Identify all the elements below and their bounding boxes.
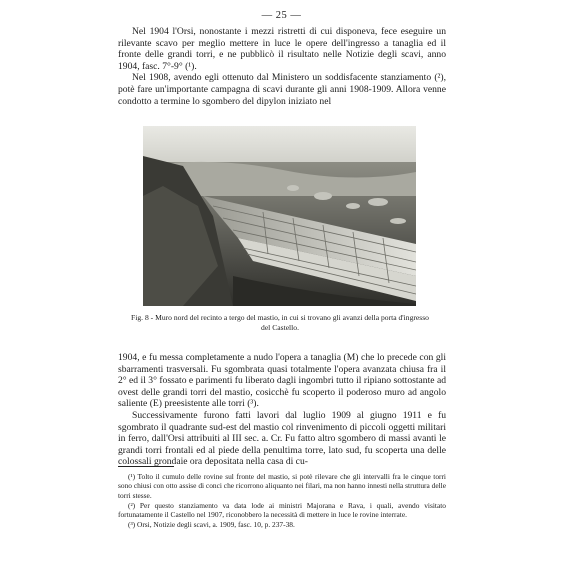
footnote: (²) Per questo stanziamento va data lode ai ministri Majorana e Rava, i quali, avendo visitato fortunatamente il Castello nel 1907, riconobbero la necessità di mettere in luce le rovine interrate. — [118, 500, 446, 520]
figure-caption: Fig. 8 - Muro nord del recinto a tergo del mastio, in cui si trovano gli avanzi della porta d'ingresso del Castello. — [131, 313, 429, 332]
footnotes — [118, 472, 446, 531]
footnote: (³) Orsi, Notizie degli scavi, a. 1909, fasc. 10, p. 237-38. — [128, 520, 295, 530]
paragraph: Nel 1908, avendo egli ottenuto dal Ministero un soddisfacente stanziamento (²), potè fare un'importante campagna di scavi durante gli anni 1908-1909. Allora venne condotto a termine lo sgombero del dipylon iniziato nel — [118, 72, 446, 107]
footnote: (¹) Tolto il cumulo delle rovine sul fronte del mastio, si potè rilevare che gli intervalli fra le cinque torri sono chiusi con otto assise di conci che ricorrono aliquanto nei filari, ma non hanno innesti nella struttura delle torri stesse. — [118, 472, 446, 500]
body-text-bottom — [118, 352, 446, 468]
paragraph: 1904, e fu messa completamente a nudo l'opera a tanaglia (M) che lo precede con gli sbarramenti trasversali. Fu sgombrata quasi totalmente l'opera avanzata chiusa fra il 2° ed il 3° fossato e parimenti fu liberato dagli ingombri tutto il ripiano sottostante ad ovest delle grandi torri del mastio, cosicchè fu scoperto il poderoso muro ad angolo saliente (E) preesistente alle torri (³). — [118, 352, 446, 410]
paragraph: Successivamente furono fatti lavori dal luglio 1909 al giugno 1911 e fu sgombrato il quadrante sud-est del mastio col rinvenimento di piccoli oggetti militari in ferro, dall'Orsi attribuiti al III sec. a. Cr. Fu fatto altro sgombero di massi avanti le grandi torri frontali ed al piede della penultima torre, lato sud, fu scoperta una delle colossali grondaie ora depositata nella casa di cu- — [118, 409, 446, 468]
page-number: — 25 — — [261, 10, 302, 21]
ruined-wall-photo — [143, 126, 416, 306]
figure-photo — [143, 126, 416, 306]
paragraph: Nel 1904 l'Orsi, nonostante i mezzi ristretti di cui disponeva, fece eseguire un rilevante scavo per meglio mettere in luce le opere dell'ingresso a tanaglia ed il fronte delle grandi torri, e ne pubblicò il risultato nelle Notizie degli scavi, anno 1904, fasc. 7°-9° (¹). — [118, 26, 446, 72]
footnote-divider — [118, 466, 174, 467]
body-text-top — [118, 26, 446, 107]
